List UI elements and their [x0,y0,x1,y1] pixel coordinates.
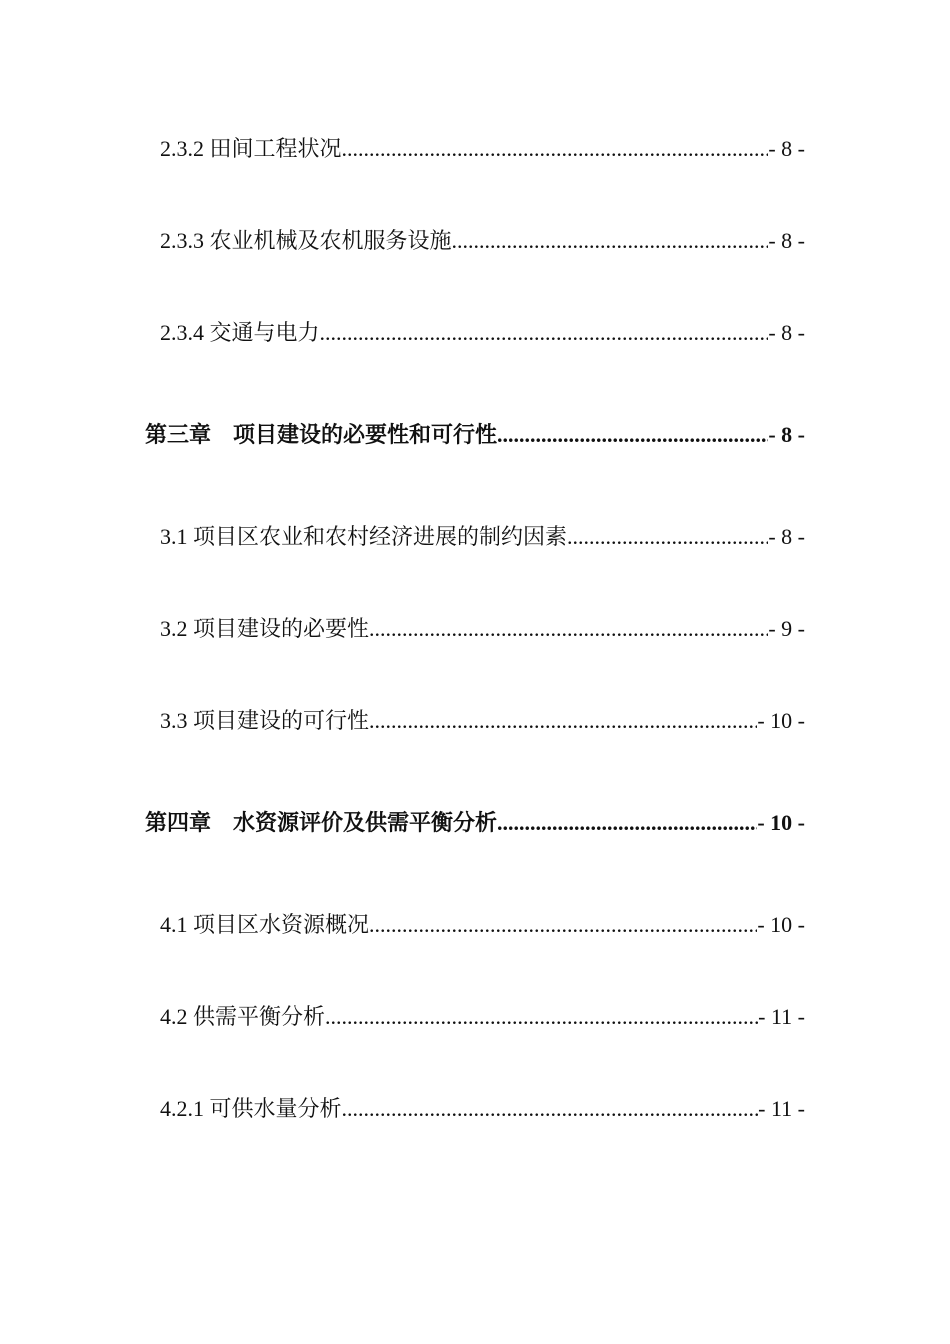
toc-entry-number: 3.2 [160,616,188,641]
toc-entry-4-2-1[interactable] [160,1094,805,1124]
toc-leader-dots [497,808,757,838]
toc-leader-dots [369,614,768,644]
toc-entry-3-3[interactable] [160,706,805,736]
toc-entry-number: 2.3.3 [160,228,204,253]
toc-leader-dots [342,134,769,164]
toc-entry-number: 3.3 [160,708,188,733]
toc-entry-number: 2.3.2 [160,136,204,161]
toc-entry-number: 2.3.4 [160,320,204,345]
toc-entry-page: - 8 - [768,228,805,253]
toc-entry-3-1[interactable] [160,522,805,552]
toc-entry-page: - 8 - [768,136,805,161]
toc-leader-dots [320,318,769,348]
toc-entry-title: 项目区水资源概况 [193,912,370,937]
toc-leader-dots [325,1002,758,1032]
toc-entry-page: - 9 - [768,616,805,641]
toc-entry-number: 4.1 [160,912,188,937]
toc-entry-number: 第四章 [145,810,212,835]
toc-entry-page: - 11 - [758,1004,805,1029]
toc-entry-4-1[interactable] [160,910,805,940]
toc-entry-title: 农业机械及农机服务设施 [209,228,452,253]
toc-entry-chapter-4[interactable] [145,808,805,838]
toc-entry-number: 3.1 [160,524,188,549]
toc-entry-2-3-2[interactable] [160,134,805,164]
toc-entry-page: - 8 - [768,320,805,345]
toc-leader-dots [452,226,769,256]
toc-entry-2-3-4[interactable] [160,318,805,348]
toc-leader-dots [342,1094,759,1124]
toc-entry-number: 4.2 [160,1004,188,1029]
toc-entry-2-3-3[interactable] [160,226,805,256]
toc-entry-number: 第三章 [145,422,212,447]
toc-entry-title: 项目区农业和农村经济进展的制约因素 [193,524,568,549]
toc-entry-title: 交通与电力 [209,320,320,345]
toc-entry-title: 供需平衡分析 [193,1004,326,1029]
toc-entry-4-2[interactable] [160,1002,805,1032]
toc-leader-dots [369,910,757,940]
toc-entry-title: 项目建设的可行性 [193,708,370,733]
toc-entry-title: 田间工程状况 [209,136,342,161]
toc-entry-chapter-3[interactable] [145,420,805,450]
toc-entry-3-2[interactable] [160,614,805,644]
toc-entry-title: 项目建设的必要性 [193,616,370,641]
toc-entry-page: - 10 - [757,810,805,835]
toc-leader-dots [567,522,768,552]
toc-entry-title: 水资源评价及供需平衡分析 [233,810,498,835]
toc-entry-page: - 10 - [757,912,805,937]
toc-entry-title: 可供水量分析 [209,1096,342,1121]
toc-entry-number: 4.2.1 [160,1096,204,1121]
toc-entry-title: 项目建设的必要性和可行性 [233,422,498,447]
toc-entry-page: - 11 - [758,1096,805,1121]
toc-leader-dots [497,420,768,450]
toc-entry-page: - 8 - [768,422,805,447]
toc-entry-page: - 10 - [757,708,805,733]
toc-leader-dots [369,706,757,736]
toc-entry-page: - 8 - [768,524,805,549]
